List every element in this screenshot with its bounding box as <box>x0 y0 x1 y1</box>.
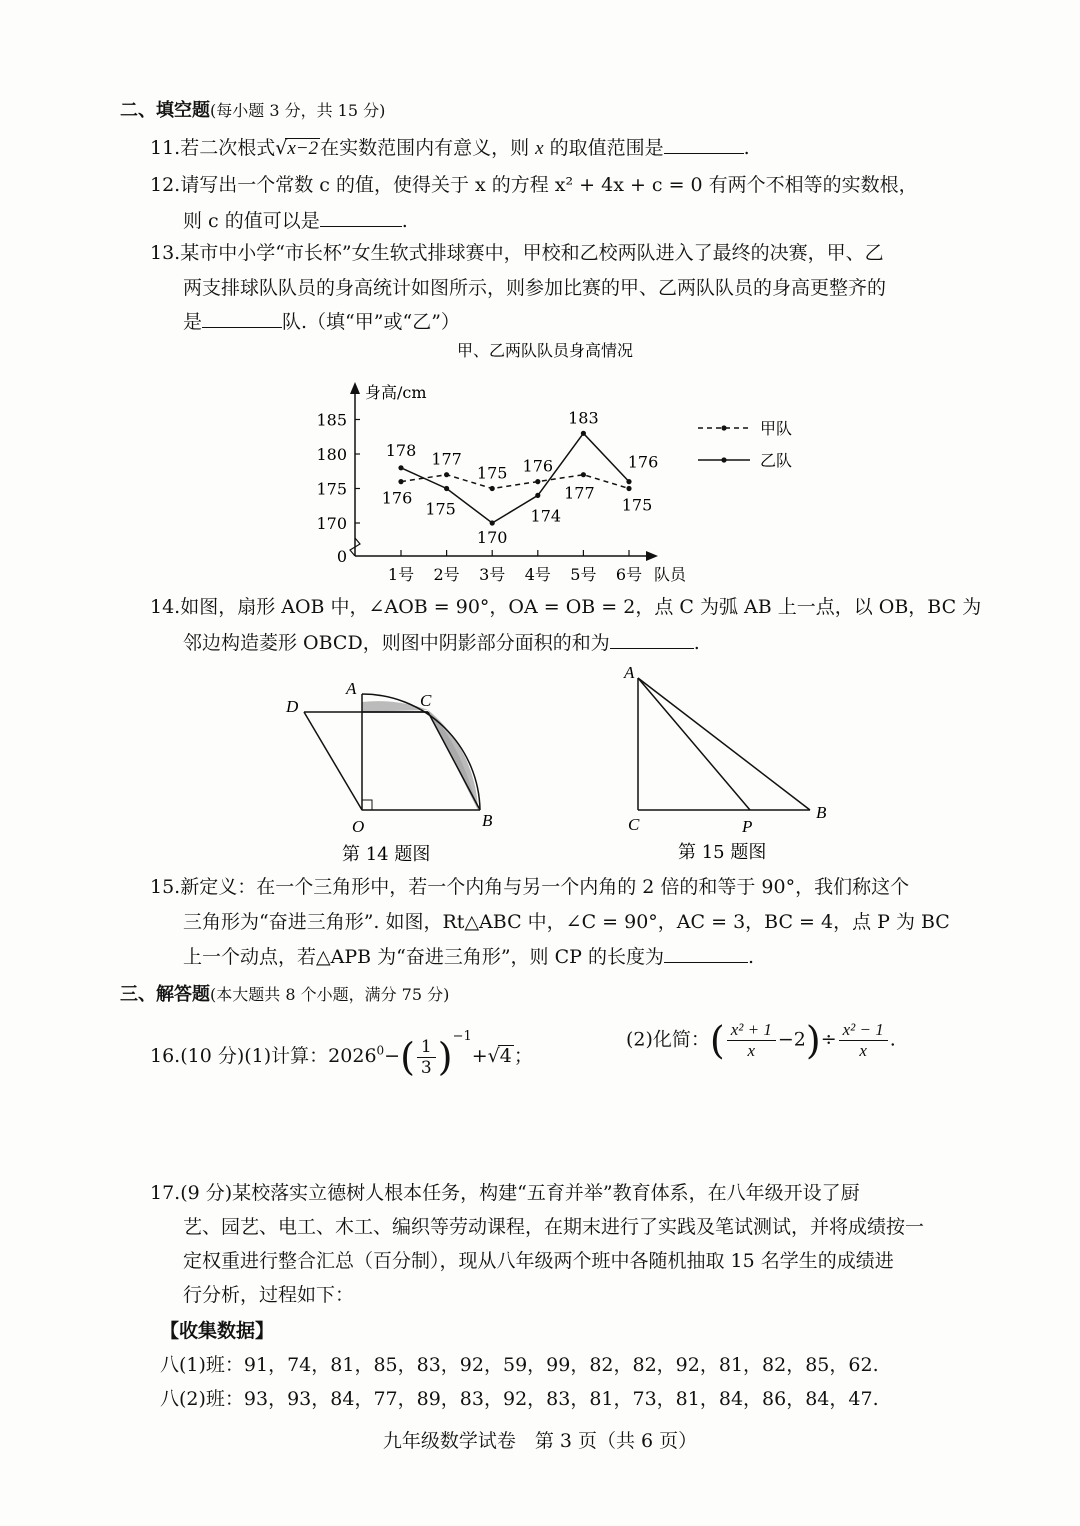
q17-class1-data: 八(1)班：91，74，81，85，83，92，59，99，82，82，92，81，82，85，62. <box>160 1354 879 1376</box>
q11-answer-blank[interactable] <box>664 131 744 154</box>
data-label: 174 <box>530 506 562 526</box>
fig15-label-c: C <box>628 815 640 834</box>
q17-line4-row <box>183 1278 354 1312</box>
q12-line1: 请写出一个常数 c 的值，使得关于 x 的方程 x² + 4x + c = 0 有两个不相等的实数根， <box>180 174 918 196</box>
data-label: 178 <box>385 440 417 460</box>
q11-text-b: 在实数范围内有意义，则 <box>320 137 530 159</box>
q16-end: . <box>889 1028 896 1051</box>
q16-fraction-1 <box>727 1020 776 1061</box>
fig14-label-d: D <box>286 697 299 716</box>
y-tick-label: 185 <box>316 410 347 430</box>
q13-answer-blank[interactable] <box>202 305 282 328</box>
q17-line3: 定权重进行整合汇总（百分制），现从八年级两个班中各随机抽取 15 名学生的成绩进 <box>183 1250 894 1272</box>
question-13 <box>150 236 884 270</box>
y-tick-label-zero: 0 <box>336 547 347 566</box>
fig14-label-b: B <box>482 811 493 830</box>
data-point <box>581 431 586 436</box>
data-label: 177 <box>431 449 462 469</box>
series-line-jia <box>401 475 629 489</box>
data-point <box>444 472 449 477</box>
data-label: 176 <box>522 456 554 476</box>
q11-radicand: x−2 <box>287 138 319 159</box>
q14-line2-row <box>183 626 700 660</box>
fig15-line-ab <box>638 678 810 810</box>
data-point <box>581 472 586 477</box>
data-point <box>444 486 449 491</box>
q13-line2-row <box>183 271 886 305</box>
q14-answer-blank[interactable] <box>610 626 694 649</box>
fig14-shade-top <box>362 701 428 712</box>
q13-line3b: 队.（填“甲”或“乙”） <box>282 311 460 333</box>
q11-end: . <box>743 137 750 159</box>
data-point <box>398 479 403 484</box>
data-point <box>535 493 540 498</box>
fig14-line-cb <box>428 712 480 810</box>
x-tick-label: 5号 <box>570 565 597 584</box>
q16-exponent-neg1: −1 <box>452 1029 472 1044</box>
fig14-label-a: A <box>346 679 357 698</box>
fig14-right-angle <box>362 800 372 810</box>
q12-answer-blank[interactable] <box>320 204 402 227</box>
q15-line2-row <box>183 905 950 939</box>
section-2-heading <box>120 96 385 122</box>
q11-var: x <box>535 138 544 159</box>
q17-line1: (9 分)某校落实立德树人根本任务，构建“五育并举”教育体系，在八年级开设了厨 <box>180 1182 860 1204</box>
q16-plus: + <box>471 1045 488 1067</box>
q14-line1: 如图，扇形 AOB 中，∠AOB = 90°，OA = OB = 2，点 C 为弧 AB 上一点，以 OB，BC 为 <box>180 596 982 618</box>
data-label: 183 <box>568 408 599 428</box>
q16-right-paren: ) <box>437 1035 453 1079</box>
q13-line2: 两支排球队队员的身高统计如图所示，则参加比赛的甲、乙两队队员的身高更整齐的 <box>183 277 887 299</box>
question-16: 16.(10 分)(1)计算：$2026^0-$( $\frac{1}{3}$ )$^{-1}$+√4 ； <box>150 1029 533 1079</box>
q12-line2: 则 c 的值可以是 <box>183 210 320 232</box>
q16-frac2-num: x² − 1 <box>839 1020 888 1041</box>
q17-line4: 行分析，过程如下： <box>183 1284 355 1306</box>
q16-sqrt4: 4 <box>499 1045 512 1067</box>
fig15-caption: 第 15 题图 <box>678 842 767 863</box>
q14-end: . <box>693 632 700 654</box>
q16-fraction-one-third <box>417 1037 436 1078</box>
q16-p2-right-paren: ) <box>805 1018 821 1063</box>
q15-answer-blank[interactable] <box>664 940 748 963</box>
q13-line3a: 是 <box>183 311 203 333</box>
q11-text-c: 的取值范围是 <box>549 137 664 159</box>
data-label: 175 <box>621 495 653 515</box>
question-16-part2 <box>626 1020 896 1061</box>
data-label: 175 <box>425 499 456 519</box>
q16-left-paren: ( <box>400 1035 415 1079</box>
fig14-label-o: O <box>352 817 365 836</box>
fig15-label-b: B <box>816 803 827 822</box>
q11-text-a: 若二次根式 <box>180 137 276 159</box>
question-11 <box>150 131 750 166</box>
y-tick-label: 180 <box>316 445 347 464</box>
legend-marker <box>721 425 726 430</box>
data-label: 176 <box>627 452 659 472</box>
q15-end: . <box>747 946 754 968</box>
legend-label: 乙队 <box>760 451 793 470</box>
data-label: 177 <box>564 483 595 503</box>
section-3-note: (本大题共 8 个小题，满分 75 分) <box>210 985 450 1004</box>
q13-number: 13. <box>150 242 181 264</box>
section-3-heading <box>120 980 449 1006</box>
q13-line1: 某市中小学“市长杯”女生软式排球赛中，甲校和乙校两队进入了最终的决赛，甲、乙 <box>180 242 884 264</box>
y-tick-label: 170 <box>316 514 347 533</box>
height-chart-svg <box>310 336 830 586</box>
q16-frac1-den: x <box>747 1041 756 1060</box>
data-point <box>626 486 631 491</box>
y-tick-label: 175 <box>316 479 347 499</box>
q17-collect-data-heading: 【收集数据】 <box>160 1320 275 1342</box>
q17-line3-row <box>183 1244 894 1278</box>
x-tick-label: 2号 <box>433 565 460 584</box>
data-point <box>490 520 495 525</box>
q16-frac-num: 1 <box>417 1037 436 1058</box>
q16-part1-text: (10 分)(1)计算：2026 <box>180 1045 377 1067</box>
section-3-title: 三、解答题 <box>120 984 210 1005</box>
figure-14 <box>280 672 510 872</box>
q14-number: 14. <box>150 596 181 618</box>
q17-line2: 艺、园艺、电工、木工、编织等劳动课程，在期末进行了实践及笔试测试，并将成绩按一 <box>183 1216 925 1238</box>
x-tick-label: 6号 <box>615 565 643 584</box>
q16-frac-den: 3 <box>420 1057 432 1078</box>
q14-line2: 邻边构造菱形 OBCD，则图中阴影部分面积的和为 <box>183 632 610 654</box>
q17-class2-row <box>160 1382 879 1416</box>
q17-class2-data: 八(2)班：93，93，84，77，89，83，92，83，81，73，81，84，86，84，47. <box>160 1388 879 1410</box>
q16-exponent-zero: 0 <box>376 1043 385 1058</box>
chart-title: 甲、乙两队队员身高情况 <box>456 341 634 360</box>
q16-semicolon: ； <box>513 1045 533 1067</box>
q17-heading-row <box>160 1314 274 1348</box>
q17-class1-row <box>160 1348 879 1382</box>
question-12 <box>150 168 918 202</box>
q11-number: 11. <box>150 137 181 159</box>
question-14 <box>150 590 981 624</box>
q16-minus2: −2 <box>777 1028 806 1051</box>
q17-line2-row <box>183 1210 924 1244</box>
data-point <box>626 479 631 484</box>
question-12-line2 <box>183 204 408 238</box>
x-axis-label: 队员 <box>653 565 687 584</box>
q16-frac1-num: x² + 1 <box>727 1020 776 1041</box>
fig15-label-p: P <box>742 817 753 836</box>
section-2-title: 二、填空题 <box>120 100 210 121</box>
fig14-caption: 第 14 题图 <box>342 844 431 865</box>
q16-part2-text: (2)化简： <box>626 1028 710 1051</box>
q16-minus: − <box>384 1045 401 1067</box>
q16-divide: ÷ <box>820 1028 837 1051</box>
page-footer <box>0 1426 1080 1453</box>
q15-line3: 上一个动点，若△APB 为“奋进三角形”，则 CP 的长度为 <box>183 946 664 968</box>
fig14-label-c: C <box>420 691 432 710</box>
q15-line1: 新定义：在一个三角形中，若一个内角与另一个内角的 2 倍的和等于 90°，我们称这个 <box>180 876 910 898</box>
q16-frac2-den: x <box>859 1041 867 1060</box>
fig15-line-ap <box>638 678 750 810</box>
data-point <box>490 486 495 491</box>
data-point <box>535 479 540 484</box>
q13-line3-row <box>183 305 460 339</box>
x-tick-label: 1号 <box>387 565 415 584</box>
q12-number: 12. <box>150 174 181 196</box>
data-label: 170 <box>476 528 508 547</box>
figure-15 <box>610 658 840 868</box>
q17-number: 17. <box>150 1182 181 1204</box>
x-axis-arrow <box>646 551 658 561</box>
q11-sqrt: √x−2 <box>275 137 319 159</box>
y-axis-label: 身高/cm <box>365 383 427 402</box>
x-tick-label: 4号 <box>524 565 551 584</box>
question-15 <box>150 870 909 904</box>
q15-number: 15. <box>150 876 181 898</box>
legend-marker <box>721 457 726 462</box>
q16-p2-left-paren: ( <box>709 1018 725 1063</box>
legend-label: 甲队 <box>760 419 793 438</box>
x-tick-label: 3号 <box>479 565 506 584</box>
y-axis-arrow <box>350 382 360 394</box>
q15-line2: 三角形为“奋进三角形”. 如图，Rt△ABC 中，∠C = 90°，AC = 3，BC = 4，点 P 为 BC <box>183 911 950 933</box>
section-2-note: (每小题 3 分，共 15 分) <box>210 101 386 120</box>
q15-line3-row <box>183 940 754 974</box>
data-label: 175 <box>476 463 508 483</box>
data-label: 176 <box>381 488 413 508</box>
height-chart <box>310 336 830 586</box>
q16-number: 16. <box>150 1045 181 1067</box>
q12-end: . <box>401 210 408 232</box>
question-17 <box>150 1176 860 1210</box>
q16-fraction-2 <box>839 1020 888 1061</box>
footer-text: 九年级数学试卷 第 3 页（共 6 页） <box>382 1430 698 1452</box>
fig15-label-a: A <box>624 663 635 682</box>
fig14-line-do <box>304 712 362 810</box>
data-point <box>398 465 403 470</box>
